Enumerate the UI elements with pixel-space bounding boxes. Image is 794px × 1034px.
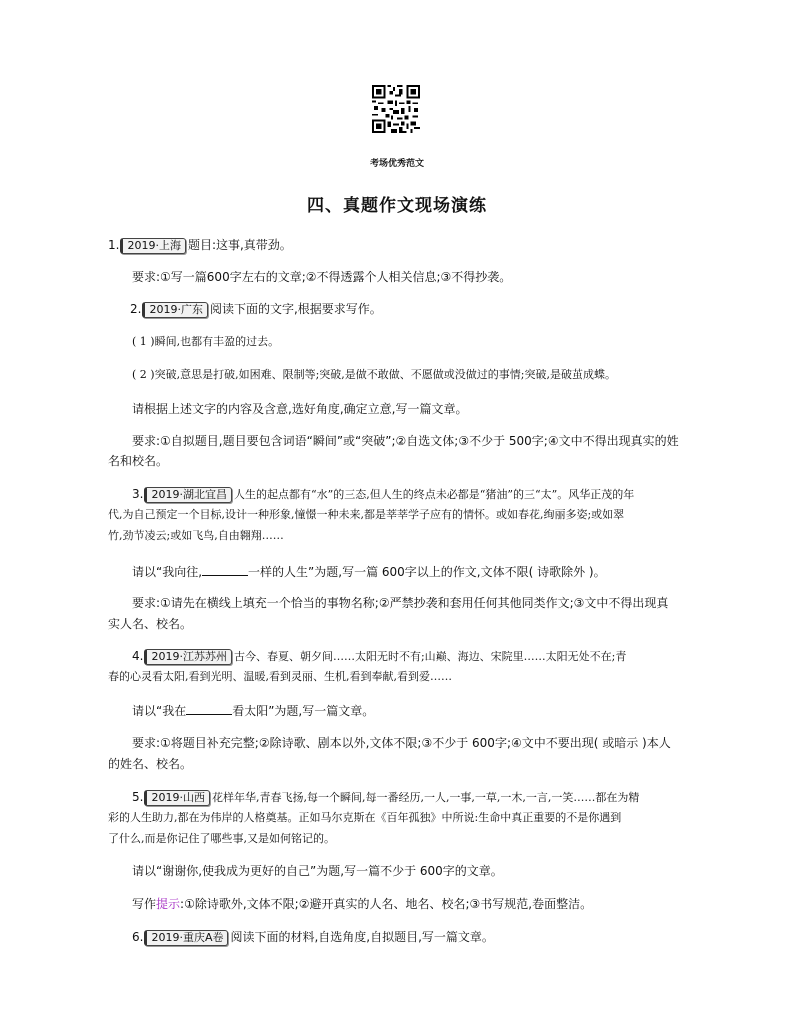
requirements: 要求:①自拟题目,题目要包含词语“瞬间”或“突破”;②自选文体;③不少于 500字;④文中不得出现真实的姓 [132,434,679,448]
source-tag: 2019·山西 [144,790,210,806]
requirements: 要求:①请先在横线上填充一个恰当的事物名称;②严禁抄袭和套用任何其他同类作文;③文中不得出现真 [132,596,669,610]
qr-code-icon[interactable] [372,85,420,133]
question-2 [130,302,670,318]
question-number: 6. [132,930,144,944]
prompt: 请以“我向往, 一样的人生”为题,写一篇 600字以上的作文,文体不限( 诗歌除外 )。 [132,565,606,579]
material-text: 春的心灵看太阳,看到光明、温暖,看到灵丽、生机,看到奉献,看到爱…… [108,670,452,683]
question-number: 5. [132,790,144,804]
source-tag: 2019·广东 [142,302,208,318]
section-title: 四、真题作文现场演练 [307,196,487,216]
question-5 [132,790,672,806]
hint-label: 提示 [156,897,181,911]
material-text: 花样年华,青春飞扬,每一个瞬间,每一番经历,一人,一事,一草,一木,一言,一笑……都在为精 [211,791,640,804]
requirements: 要求:①写一篇600字左右的文章;②不得透露个人相关信息;③不得抄袭。 [132,270,512,284]
material-text: 人生的起点都有“水”的三态,但人生的终点未必都是“猪油”的三“太”。风华正茂的年 [233,488,635,501]
requirements-cont: 名和校名。 [108,454,169,468]
question-number: 3. [132,487,144,501]
material-text: 竹,劲节凌云;或如飞鸟,自由翱翔…… [108,529,284,542]
source-tag: 2019·江苏苏州 [144,649,232,665]
question-4 [132,649,672,665]
source-tag: 2019·重庆A卷 [144,930,228,946]
question-6 [132,930,672,946]
question-text: 题目:这事,真带劲。 [187,238,292,252]
question-1 [108,238,648,254]
material-item: ( 2 )突破,意思是打破,如困难、限制等;突破,是做不敢做、不愿做或没做过的事情;突破,是破茧成蝶。 [132,368,616,381]
question-text: 阅读下面的材料,自选角度,自拟题目,写一篇文章。 [230,930,494,944]
question-text: 阅读下面的文字,根据要求写作。 [209,302,382,316]
question-number: 4. [132,649,144,663]
material-item: ( 1 )瞬间,也都有丰盈的过去。 [132,335,280,348]
source-tag: 2019·上海 [120,238,186,254]
fill-blank [186,703,232,715]
question-number: 1. [108,238,120,252]
material-text: 代,为自己预定一个目标,设计一种形象,憧憬一种未来,都是莘莘学子应有的情怀。或如春花,绚丽多姿;或如翠 [108,508,625,521]
writing-hint: 写作提示:①除诗歌外,文体不限;②避开真实的人名、地名、校名;③书写规范,卷面整洁。 [132,897,593,911]
material-text: 古今、春夏、朝夕间……太阳无时不有;山巅、海边、宋院里……太阳无处不在;青 [233,650,627,663]
fill-blank [202,564,248,576]
requirements-cont: 实人名、校名。 [108,617,193,631]
prompt: 请以“我在 看太阳”为题,写一篇文章。 [132,704,375,718]
question-number: 2. [130,302,142,316]
question-3 [132,487,672,503]
requirements-cont: 的姓名、校名。 [108,757,193,771]
material-text: 彩的人生助力,都在为伟岸的人格奠基。正如马尔克斯在《百年孤独》中所说:生命中真正重要的不是你遇到 [108,811,622,824]
source-tag: 2019·湖北宜昌 [144,487,232,503]
requirements: 要求:①将题目补充完整;②除诗歌、剧本以外,文体不限;③不少于 600字;④文中不要出现( 或暗示 )本人 [132,736,671,750]
qr-caption: 考场优秀范文 [369,159,424,169]
prompt: 请以“谢谢你,使我成为更好的自己”为题,写一篇不少于 600字的文章。 [132,864,503,878]
material-text: 了什么,而是你记住了哪些事,又是如何铭记的。 [108,832,335,845]
prompt: 请根据上述文字的内容及含意,选好角度,确定立意,写一篇文章。 [132,402,468,416]
